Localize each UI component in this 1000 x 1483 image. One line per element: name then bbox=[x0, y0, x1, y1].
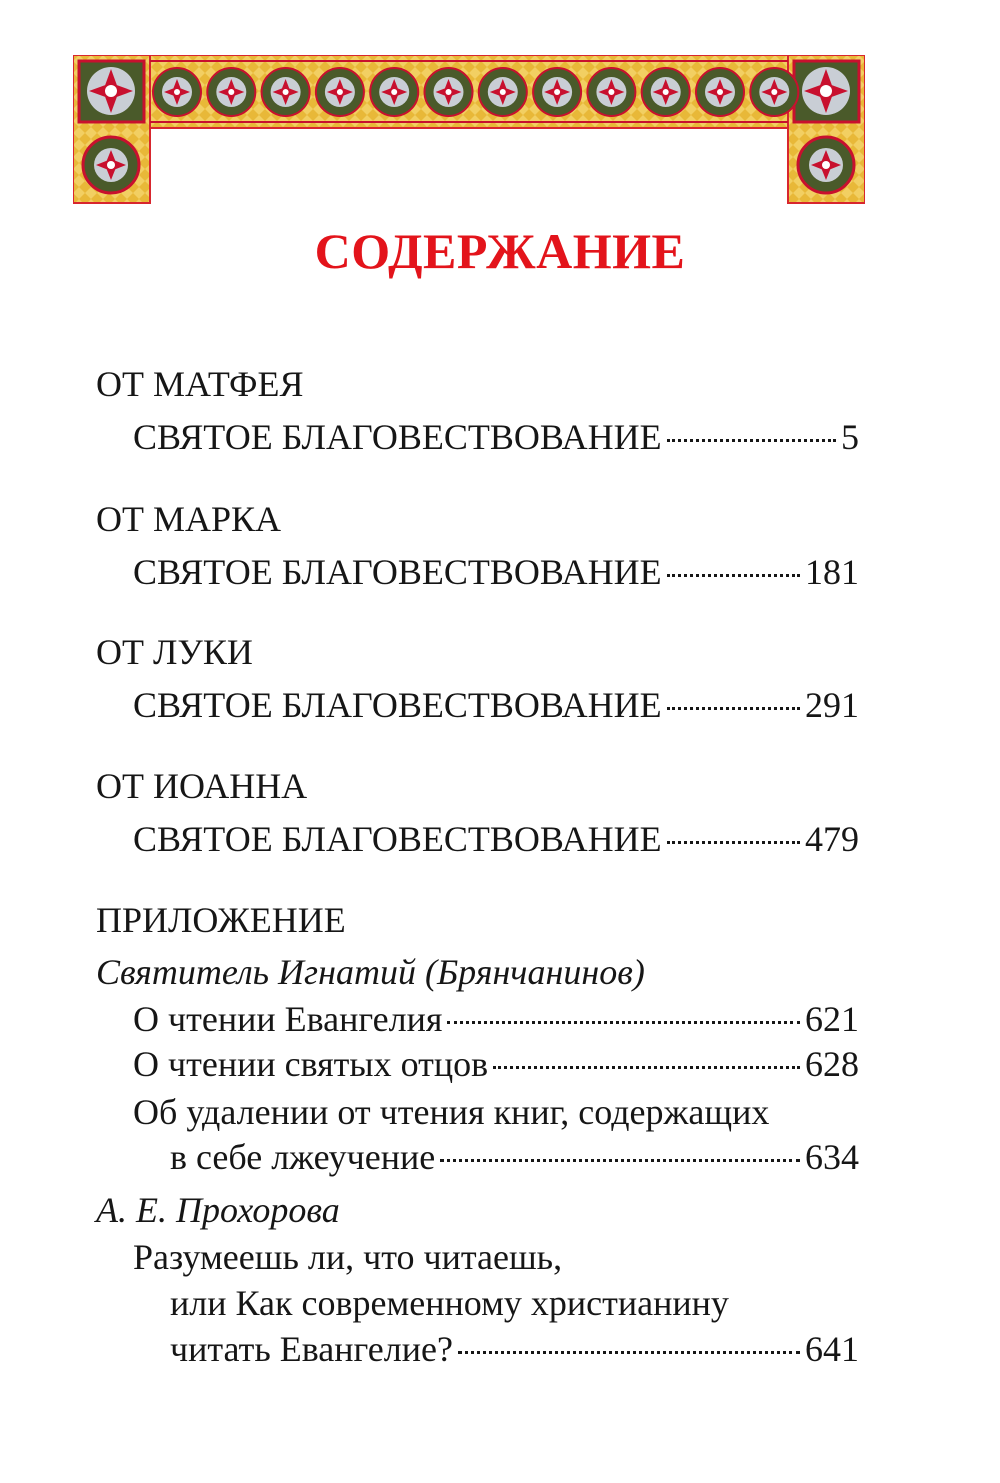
author-ignatius: Святитель Игнатий (Брянчанинов) bbox=[96, 952, 645, 992]
toc-entry-understand-line1[interactable]: Разумеешь ли, что читаешь, bbox=[133, 1237, 563, 1277]
ornament-medallion-icon bbox=[587, 68, 635, 116]
ornament-medallion-icon bbox=[425, 68, 473, 116]
page-number: 479 bbox=[805, 819, 859, 859]
toc-entry-title: СВЯТОЕ БЛАГОВЕСТВОВАНИЕ bbox=[133, 552, 662, 592]
toc-entry-title: СВЯТОЕ БЛАГОВЕСТВОВАНИЕ bbox=[133, 819, 662, 859]
toc-entry-understand[interactable] bbox=[170, 1327, 859, 1371]
leader-dots bbox=[667, 707, 800, 710]
toc-entry-false-teaching-line1[interactable]: Об удалении от чтения книг, содержащих bbox=[133, 1092, 770, 1132]
page-number: 181 bbox=[805, 552, 859, 592]
toc-heading-john: ОТ ИОАННА bbox=[96, 766, 308, 806]
leader-dots bbox=[667, 841, 800, 844]
toc-entry-john[interactable] bbox=[133, 817, 859, 861]
toc-heading-appendix: ПРИЛОЖЕНИЕ bbox=[96, 900, 346, 940]
toc-entry-title: О чтении святых отцов bbox=[133, 1044, 489, 1084]
page-number: 634 bbox=[805, 1137, 859, 1177]
leader-dots bbox=[493, 1066, 800, 1069]
leader-dots bbox=[667, 439, 836, 442]
leader-dots bbox=[440, 1159, 800, 1162]
page-number: 641 bbox=[805, 1329, 859, 1369]
toc-heading-mark: ОТ МАРКА bbox=[96, 499, 282, 539]
toc-entry-title: СВЯТОЕ БЛАГОВЕСТВОВАНИЕ bbox=[133, 685, 662, 725]
ornament-medallion-icon bbox=[262, 68, 310, 116]
ornament-medallion-icon bbox=[479, 68, 527, 116]
toc-entry-reading-gospel[interactable] bbox=[133, 997, 859, 1041]
toc-heading-matthew: ОТ МАТФЕЯ bbox=[96, 364, 304, 404]
toc-entry-luke[interactable] bbox=[133, 683, 859, 727]
leader-dots bbox=[447, 1021, 800, 1024]
page-number: 621 bbox=[805, 999, 859, 1039]
ornament-medallion-icon bbox=[370, 68, 418, 116]
ornament-medallion-icon bbox=[696, 68, 744, 116]
toc-entry-title: О чтении Евангелия bbox=[133, 999, 443, 1039]
toc-entry-title: читать Евангелие? bbox=[170, 1329, 453, 1369]
toc-entry-false-teaching[interactable] bbox=[170, 1135, 859, 1179]
page-title: СОДЕРЖАНИЕ bbox=[314, 223, 686, 279]
toc-heading-luke: ОТ ЛУКИ bbox=[96, 632, 253, 672]
page-number: 291 bbox=[805, 685, 859, 725]
leader-dots bbox=[667, 574, 800, 577]
toc-entry-mark[interactable] bbox=[133, 550, 859, 594]
ornament-header-icon bbox=[73, 55, 865, 207]
toc-entry-understand-line2[interactable]: или Как современному христианину bbox=[170, 1283, 729, 1323]
ornament-medallion-icon bbox=[207, 68, 255, 116]
toc-entry-reading-fathers[interactable] bbox=[133, 1042, 859, 1086]
author-prokhorova: А. Е. Прохорова bbox=[96, 1190, 340, 1230]
ornament-medallion-icon bbox=[533, 68, 581, 116]
leader-dots bbox=[458, 1351, 800, 1354]
ornament-medallion-icon bbox=[316, 68, 364, 116]
ornament-medallion-icon bbox=[750, 68, 798, 116]
ornament-medallion-icon bbox=[153, 68, 201, 116]
ornament-medallion-icon bbox=[642, 68, 690, 116]
page-number: 5 bbox=[841, 417, 859, 457]
toc-entry-matthew[interactable] bbox=[133, 415, 859, 459]
toc-entry-title: СВЯТОЕ БЛАГОВЕСТВОВАНИЕ bbox=[133, 417, 662, 457]
toc-entry-title: в себе лжеучение bbox=[170, 1137, 436, 1177]
page-number: 628 bbox=[805, 1044, 859, 1084]
